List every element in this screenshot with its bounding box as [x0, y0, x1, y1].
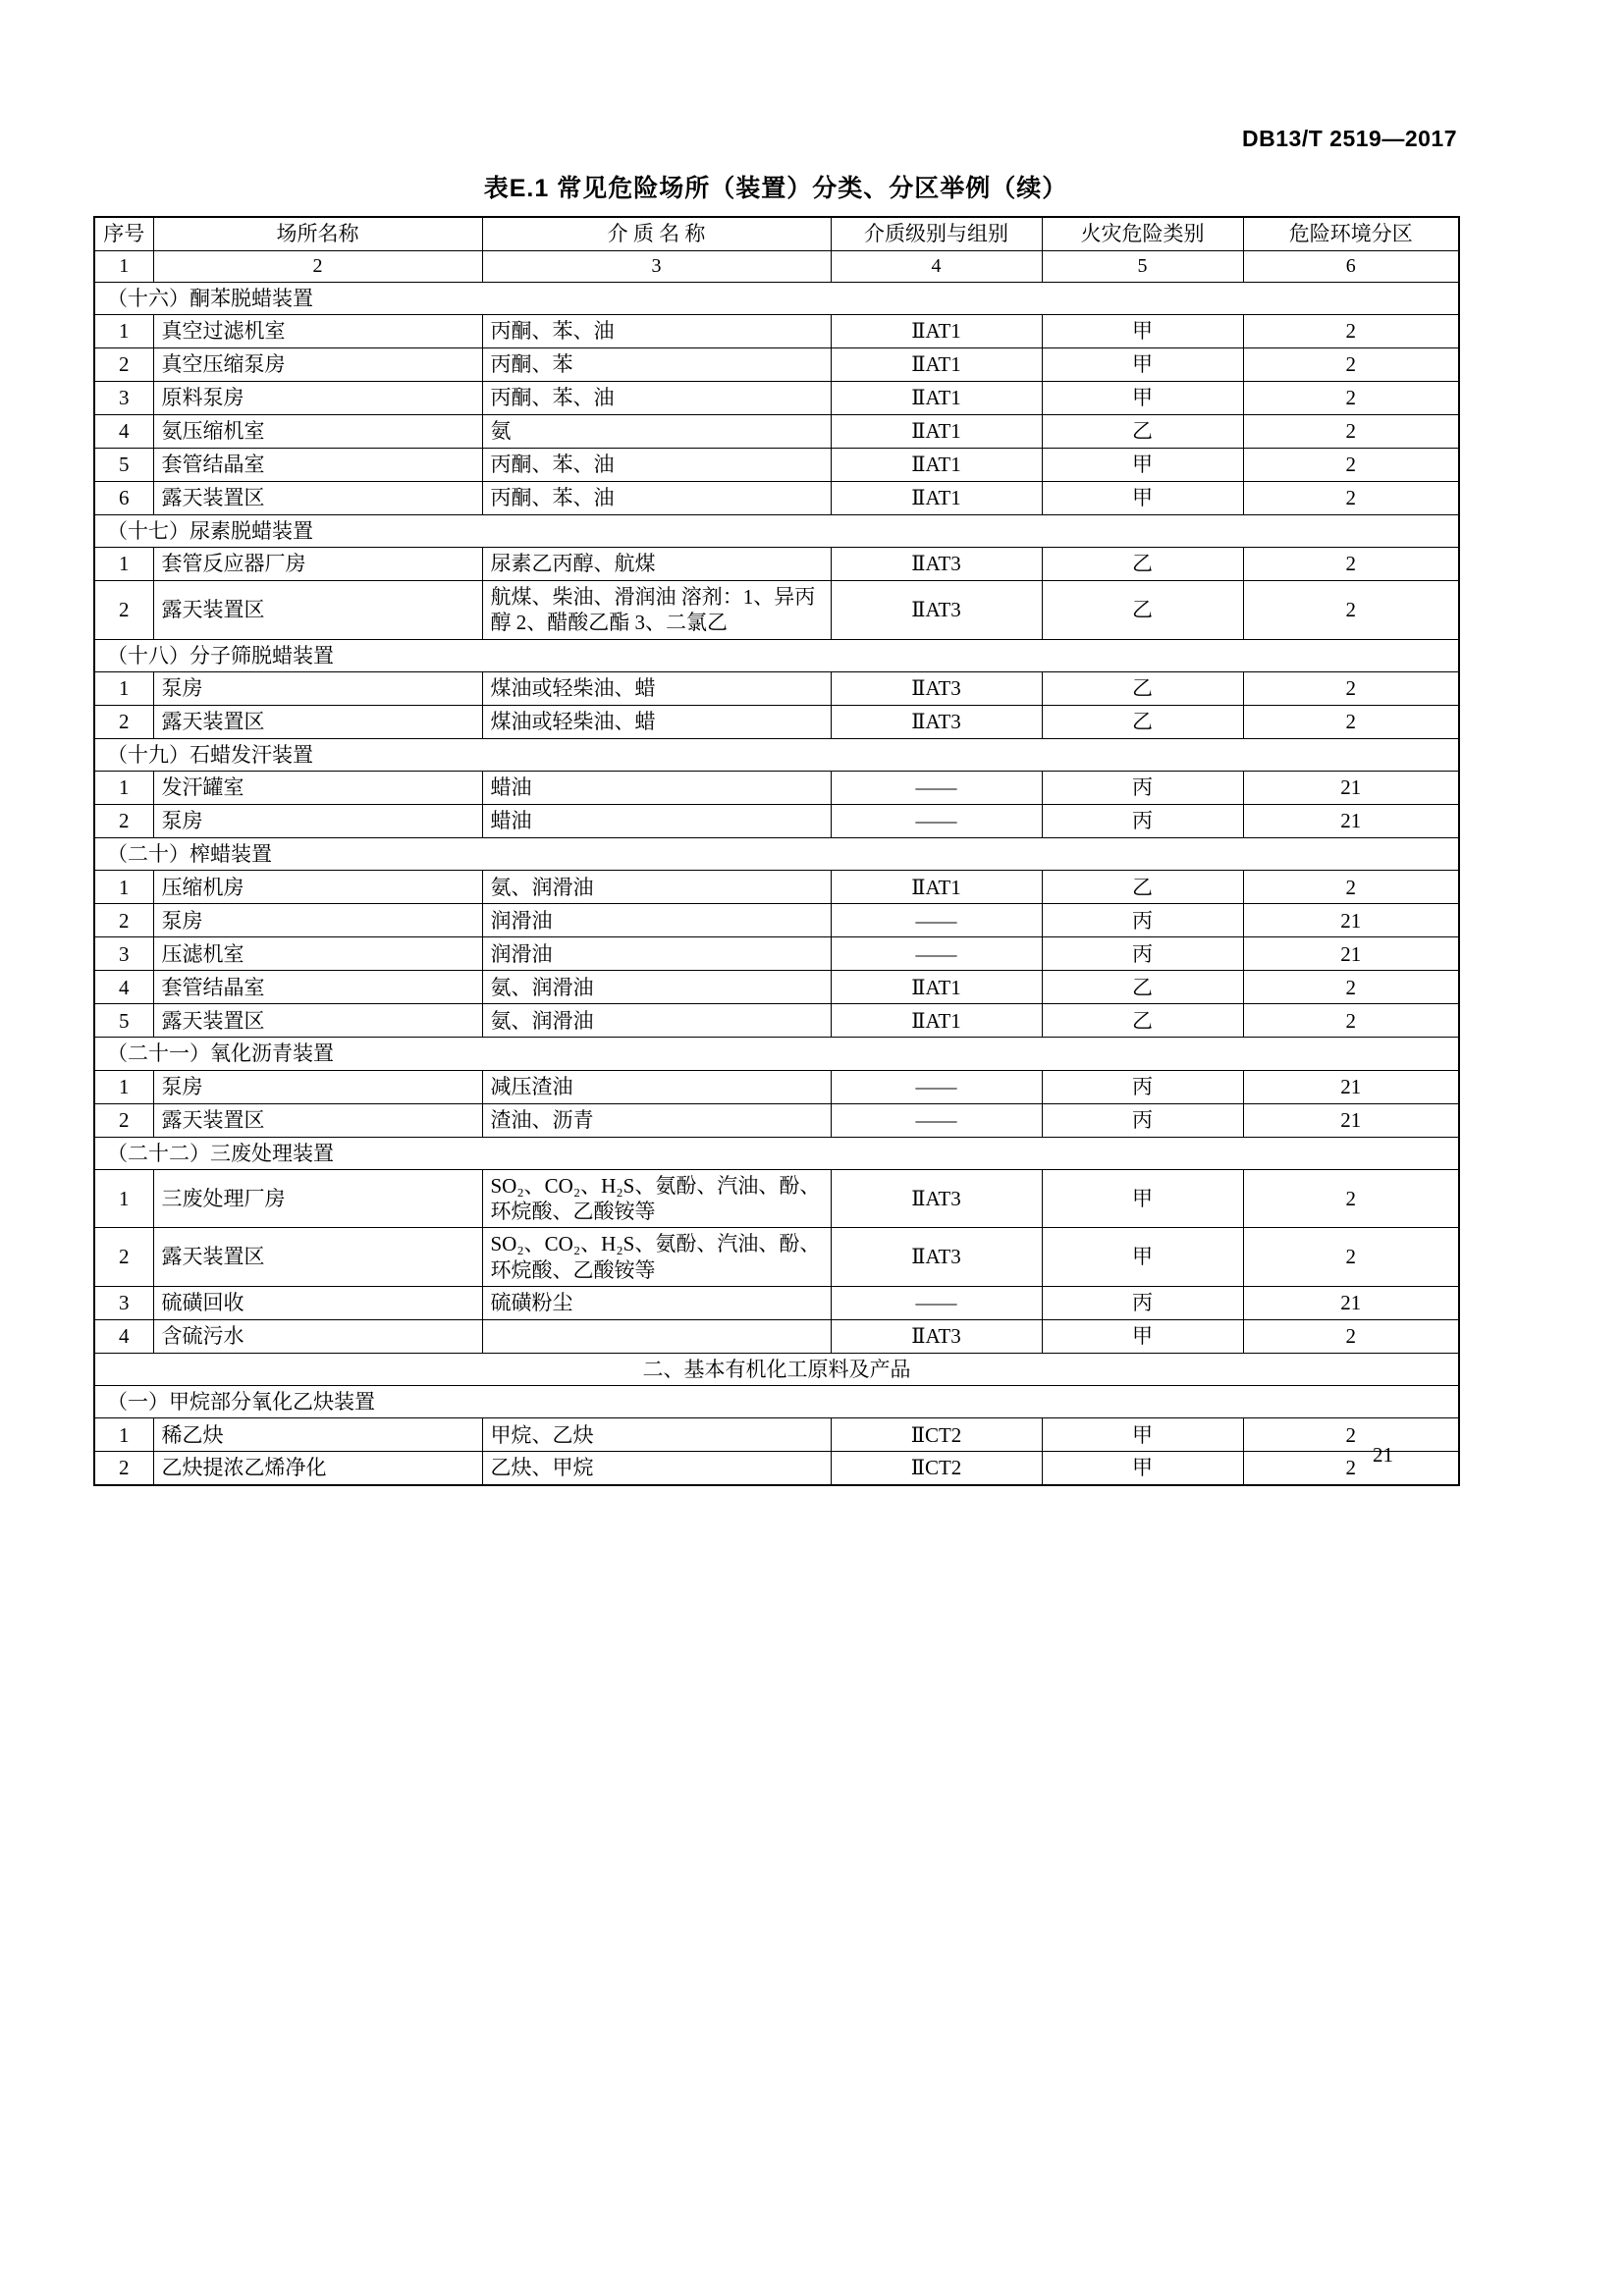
cell-medium-name: 甲烷、乙炔	[482, 1418, 831, 1452]
table-row	[94, 1070, 1459, 1103]
cell-place-name: 压缩机房	[153, 871, 482, 904]
table-row	[94, 1452, 1459, 1485]
standard-number: DB13/T 2519—2017	[1242, 126, 1457, 151]
table-row	[94, 1319, 1459, 1353]
cell-place-name: 泵房	[153, 904, 482, 937]
cell-place-name: 三废处理厂房	[153, 1169, 482, 1228]
cell-hazard-zone: 2	[1243, 381, 1459, 414]
cell-hazard-zone: 2	[1243, 1169, 1459, 1228]
table-row	[94, 705, 1459, 738]
cell-index: 2	[94, 1228, 153, 1287]
cell-medium-name: 氨、润滑油	[482, 871, 831, 904]
cell-hazard-zone: 2	[1243, 1418, 1459, 1452]
cell-place-name: 套管结晶室	[153, 971, 482, 1004]
cell-hazard-zone: 2	[1243, 548, 1459, 581]
table-row	[94, 805, 1459, 838]
cell-medium-class-group: ⅡAT1	[831, 347, 1042, 381]
column-header: 序号	[94, 217, 153, 250]
section-heading-row	[94, 1386, 1459, 1418]
cell-fire-hazard-category: 乙	[1042, 671, 1243, 705]
cell-hazard-zone: 2	[1243, 671, 1459, 705]
cell-fire-hazard-category: 丙	[1042, 805, 1243, 838]
cell-medium-class-group: ⅡAT1	[831, 448, 1042, 481]
table-header-row	[94, 217, 1459, 250]
cell-fire-hazard-category: 乙	[1042, 971, 1243, 1004]
cell-index: 1	[94, 772, 153, 805]
cell-fire-hazard-category: 丙	[1042, 937, 1243, 971]
cell-medium-class-group: ⅡAT3	[831, 671, 1042, 705]
cell-hazard-zone: 2	[1243, 1004, 1459, 1038]
cell-index: 1	[94, 548, 153, 581]
table-row	[94, 1228, 1459, 1287]
table-row	[94, 671, 1459, 705]
cell-place-name: 露天装置区	[153, 481, 482, 514]
cell-hazard-zone: 2	[1243, 414, 1459, 448]
section-heading: （十九）石蜡发汗装置	[94, 738, 1459, 771]
section-heading-row	[94, 1038, 1459, 1070]
cell-place-name: 发汗罐室	[153, 772, 482, 805]
cell-index: 2	[94, 581, 153, 640]
cell-fire-hazard-category: 甲	[1042, 314, 1243, 347]
cell-index: 2	[94, 347, 153, 381]
cell-index: 5	[94, 448, 153, 481]
cell-index: 1	[94, 1070, 153, 1103]
cell-medium-name: 渣油、沥青	[482, 1103, 831, 1137]
cell-place-name: 露天装置区	[153, 1103, 482, 1137]
column-number-row	[94, 250, 1459, 282]
cell-index: 5	[94, 1004, 153, 1038]
table-row	[94, 871, 1459, 904]
cell-medium-name: 氨、润滑油	[482, 971, 831, 1004]
cell-fire-hazard-category: 丙	[1042, 1070, 1243, 1103]
cell-hazard-zone: 2	[1243, 1452, 1459, 1485]
section-heading-row	[94, 1137, 1459, 1169]
cell-fire-hazard-category: 甲	[1042, 1452, 1243, 1485]
cell-hazard-zone: 2	[1243, 581, 1459, 640]
category-heading: 二、基本有机化工原料及产品	[94, 1353, 1459, 1385]
cell-fire-hazard-category: 丙	[1042, 772, 1243, 805]
cell-medium-name: 煤油或轻柴油、蜡	[482, 671, 831, 705]
cell-medium-name: 蜡油	[482, 805, 831, 838]
table-body	[94, 217, 1459, 1485]
cell-place-name: 真空过滤机室	[153, 314, 482, 347]
table-row	[94, 381, 1459, 414]
cell-place-name: 泵房	[153, 805, 482, 838]
cell-hazard-zone: 2	[1243, 448, 1459, 481]
cell-place-name: 硫磺回收	[153, 1286, 482, 1319]
cell-place-name: 氨压缩机室	[153, 414, 482, 448]
table-row	[94, 314, 1459, 347]
cell-place-name: 套管结晶室	[153, 448, 482, 481]
cell-fire-hazard-category: 乙	[1042, 414, 1243, 448]
cell-medium-name: 丙酮、苯、油	[482, 381, 831, 414]
section-heading: （十八）分子筛脱蜡装置	[94, 639, 1459, 671]
cell-place-name: 原料泵房	[153, 381, 482, 414]
table-row	[94, 347, 1459, 381]
cell-medium-name: 氨、润滑油	[482, 1004, 831, 1038]
cell-fire-hazard-category: 甲	[1042, 347, 1243, 381]
cell-medium-name: 丙酮、苯、油	[482, 448, 831, 481]
cell-medium-name: 尿素乙丙醇、航煤	[482, 548, 831, 581]
table-row	[94, 581, 1459, 640]
hazard-classification-table	[93, 216, 1460, 1486]
cell-medium-class-group: ——	[831, 1070, 1042, 1103]
section-heading: （二十）榨蜡装置	[94, 838, 1459, 871]
section-heading: （十六）酮苯脱蜡装置	[94, 282, 1459, 314]
section-heading: （二十二）三废处理装置	[94, 1137, 1459, 1169]
table-row	[94, 772, 1459, 805]
section-heading-row	[94, 282, 1459, 314]
cell-place-name: 露天装置区	[153, 581, 482, 640]
cell-index: 2	[94, 1103, 153, 1137]
cell-fire-hazard-category: 丙	[1042, 904, 1243, 937]
column-number: 5	[1042, 250, 1243, 282]
cell-place-name: 露天装置区	[153, 1228, 482, 1287]
cell-medium-class-group: ⅡAT3	[831, 1169, 1042, 1228]
cell-medium-class-group: ⅡAT3	[831, 1228, 1042, 1287]
table-row	[94, 1286, 1459, 1319]
cell-medium-name: 润滑油	[482, 904, 831, 937]
section-heading: （十七）尿素脱蜡装置	[94, 514, 1459, 547]
cell-fire-hazard-category: 甲	[1042, 1228, 1243, 1287]
column-number: 6	[1243, 250, 1459, 282]
cell-index: 2	[94, 805, 153, 838]
cell-medium-name	[482, 1319, 831, 1353]
cell-fire-hazard-category: 丙	[1042, 1286, 1243, 1319]
cell-medium-class-group: ⅡAT3	[831, 705, 1042, 738]
cell-medium-class-group: ——	[831, 937, 1042, 971]
cell-place-name: 压滤机室	[153, 937, 482, 971]
cell-hazard-zone: 21	[1243, 805, 1459, 838]
cell-fire-hazard-category: 甲	[1042, 1169, 1243, 1228]
table-row	[94, 448, 1459, 481]
cell-medium-name: 煤油或轻柴油、蜡	[482, 705, 831, 738]
table-row	[94, 481, 1459, 514]
section-heading-row	[94, 738, 1459, 771]
cell-index: 6	[94, 481, 153, 514]
cell-fire-hazard-category: 甲	[1042, 1418, 1243, 1452]
cell-fire-hazard-category: 乙	[1042, 581, 1243, 640]
cell-index: 2	[94, 1452, 153, 1485]
cell-index: 4	[94, 414, 153, 448]
page-number: 21	[1373, 1443, 1393, 1467]
table-title: 表E.1 常见危险场所（装置）分类、分区举例（续）	[483, 175, 1068, 202]
cell-medium-class-group: ——	[831, 805, 1042, 838]
cell-medium-class-group: ⅡAT1	[831, 1004, 1042, 1038]
cell-medium-class-group: ⅡAT1	[831, 481, 1042, 514]
cell-hazard-zone: 21	[1243, 904, 1459, 937]
cell-fire-hazard-category: 乙	[1042, 705, 1243, 738]
cell-medium-class-group: ⅡCT2	[831, 1418, 1042, 1452]
cell-medium-name: 氨	[482, 414, 831, 448]
table-row	[94, 548, 1459, 581]
cell-medium-class-group: ——	[831, 1103, 1042, 1137]
cell-place-name: 乙炔提浓乙烯净化	[153, 1452, 482, 1485]
column-header: 危险环境分区	[1243, 217, 1459, 250]
table-row	[94, 904, 1459, 937]
cell-hazard-zone: 2	[1243, 1228, 1459, 1287]
cell-medium-class-group: ⅡAT1	[831, 971, 1042, 1004]
cell-medium-name: 减压渣油	[482, 1070, 831, 1103]
cell-hazard-zone: 2	[1243, 705, 1459, 738]
cell-index: 1	[94, 1418, 153, 1452]
cell-hazard-zone: 21	[1243, 1070, 1459, 1103]
cell-hazard-zone: 2	[1243, 481, 1459, 514]
cell-medium-name: SO₂、CO₂、H₂S、氨酚、汽油、酚、环烷酸、乙酸铵等	[482, 1169, 831, 1228]
cell-medium-name: 乙炔、甲烷	[482, 1452, 831, 1485]
column-header: 场所名称	[153, 217, 482, 250]
section-heading: （一）甲烷部分氧化乙炔装置	[94, 1386, 1459, 1418]
table-row	[94, 937, 1459, 971]
cell-fire-hazard-category: 甲	[1042, 1319, 1243, 1353]
cell-medium-class-group: ⅡCT2	[831, 1452, 1042, 1485]
cell-medium-name: 航煤、柴油、滑润油 溶剂：1、异丙醇 2、醋酸乙酯 3、二氯乙	[482, 581, 831, 640]
cell-hazard-zone: 21	[1243, 772, 1459, 805]
cell-medium-class-group: ——	[831, 1286, 1042, 1319]
cell-medium-name: 润滑油	[482, 937, 831, 971]
cell-index: 1	[94, 671, 153, 705]
cell-place-name: 泵房	[153, 1070, 482, 1103]
cell-hazard-zone: 2	[1243, 1319, 1459, 1353]
cell-medium-class-group: ⅡAT3	[831, 581, 1042, 640]
cell-fire-hazard-category: 乙	[1042, 1004, 1243, 1038]
category-heading-row	[94, 1353, 1459, 1385]
cell-hazard-zone: 2	[1243, 971, 1459, 1004]
column-number: 3	[482, 250, 831, 282]
cell-place-name: 套管反应器厂房	[153, 548, 482, 581]
table-row	[94, 1169, 1459, 1228]
cell-hazard-zone: 21	[1243, 937, 1459, 971]
cell-index: 1	[94, 314, 153, 347]
cell-index: 4	[94, 1319, 153, 1353]
cell-medium-name: 丙酮、苯	[482, 347, 831, 381]
cell-medium-name: 蜡油	[482, 772, 831, 805]
table-row	[94, 1418, 1459, 1452]
cell-index: 3	[94, 381, 153, 414]
column-number: 2	[153, 250, 482, 282]
cell-hazard-zone: 2	[1243, 314, 1459, 347]
table-row	[94, 971, 1459, 1004]
cell-medium-class-group: ⅡAT3	[831, 1319, 1042, 1353]
cell-fire-hazard-category: 甲	[1042, 481, 1243, 514]
cell-index: 3	[94, 1286, 153, 1319]
table-row	[94, 414, 1459, 448]
cell-medium-class-group: ⅡAT1	[831, 414, 1042, 448]
cell-index: 2	[94, 705, 153, 738]
cell-medium-class-group: ⅡAT1	[831, 381, 1042, 414]
cell-place-name: 泵房	[153, 671, 482, 705]
cell-index: 1	[94, 1169, 153, 1228]
cell-medium-class-group: ⅡAT1	[831, 871, 1042, 904]
cell-fire-hazard-category: 甲	[1042, 448, 1243, 481]
cell-medium-class-group: ——	[831, 772, 1042, 805]
section-heading-row	[94, 838, 1459, 871]
cell-index: 1	[94, 871, 153, 904]
cell-place-name: 真空压缩泵房	[153, 347, 482, 381]
cell-index: 3	[94, 937, 153, 971]
cell-medium-name: 丙酮、苯、油	[482, 314, 831, 347]
cell-place-name: 露天装置区	[153, 705, 482, 738]
cell-medium-name: 丙酮、苯、油	[482, 481, 831, 514]
table-row	[94, 1004, 1459, 1038]
column-number: 4	[831, 250, 1042, 282]
cell-hazard-zone: 2	[1243, 871, 1459, 904]
cell-index: 2	[94, 904, 153, 937]
cell-place-name: 稀乙炔	[153, 1418, 482, 1452]
column-header: 火灾危险类别	[1042, 217, 1243, 250]
cell-medium-class-group: ⅡAT3	[831, 548, 1042, 581]
cell-hazard-zone: 21	[1243, 1286, 1459, 1319]
cell-medium-class-group: ⅡAT1	[831, 314, 1042, 347]
cell-hazard-zone: 2	[1243, 347, 1459, 381]
cell-place-name: 露天装置区	[153, 1004, 482, 1038]
cell-fire-hazard-category: 乙	[1042, 548, 1243, 581]
cell-medium-name: 硫磺粉尘	[482, 1286, 831, 1319]
cell-index: 4	[94, 971, 153, 1004]
column-header: 介质级别与组别	[831, 217, 1042, 250]
cell-hazard-zone: 21	[1243, 1103, 1459, 1137]
cell-fire-hazard-category: 乙	[1042, 871, 1243, 904]
cell-place-name: 含硫污水	[153, 1319, 482, 1353]
section-heading-row	[94, 514, 1459, 547]
column-header: 介 质 名 称	[482, 217, 831, 250]
section-heading: （二十一）氧化沥青装置	[94, 1038, 1459, 1070]
cell-medium-name: SO₂、CO₂、H₂S、氨酚、汽油、酚、环烷酸、乙酸铵等	[482, 1228, 831, 1287]
table-row	[94, 1103, 1459, 1137]
section-heading-row	[94, 639, 1459, 671]
column-number: 1	[94, 250, 153, 282]
cell-medium-class-group: ——	[831, 904, 1042, 937]
cell-fire-hazard-category: 丙	[1042, 1103, 1243, 1137]
cell-fire-hazard-category: 甲	[1042, 381, 1243, 414]
